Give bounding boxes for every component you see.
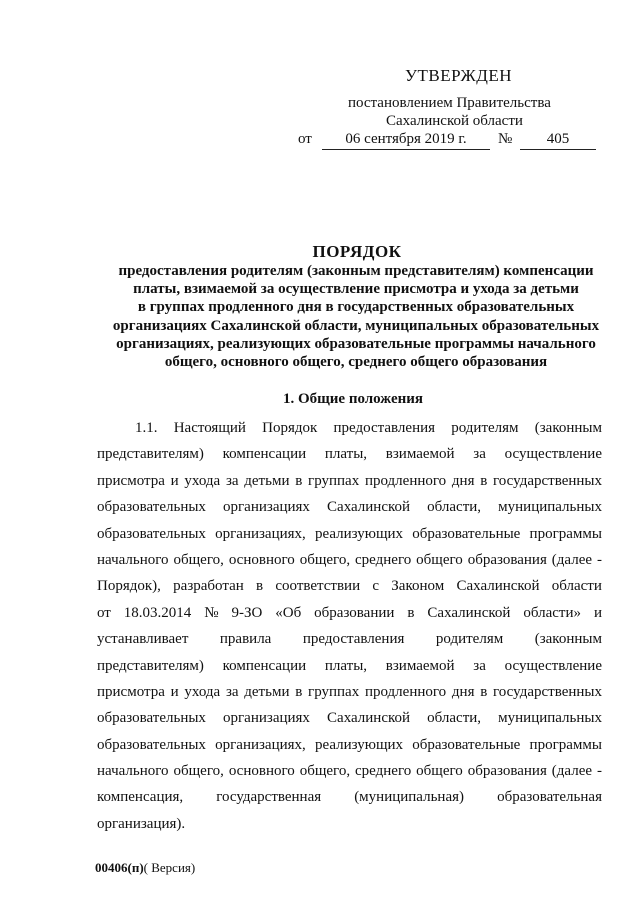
document-subtitle — [98, 262, 614, 371]
paragraph-line: организация). — [97, 815, 186, 832]
document-title: ПОРЯДОК — [312, 242, 402, 261]
subtitle-line: предоставления родителям (законным представителям) компенсации — [118, 263, 594, 279]
paragraph-line: образовательных организациях, реализующих образовательные программы — [97, 736, 602, 753]
approval-date: 06 сентября 2019 г. — [322, 131, 490, 150]
approval-number-label: № — [498, 131, 513, 147]
document-code: 00406(п) — [95, 860, 144, 875]
paragraph-line: начального общего, основного общего, среднего общего образования (далее - — [97, 551, 602, 568]
paragraph-line: образовательных организациях Сахалинской области, муниципальных — [97, 499, 602, 516]
document-version: ( Версия) — [143, 860, 196, 875]
paragraph-line: 1.1. Настоящий Порядок предоставления родителям (законным — [135, 420, 602, 436]
subtitle-line: платы, взимаемой за осуществление присмотра и ухода за детьми — [133, 281, 579, 298]
paragraph-line: Порядок), разработан в соответствии с Законом Сахалинской области — [97, 578, 602, 595]
approval-from-label: от — [298, 131, 312, 147]
paragraph-line: присмотра и ухода за детьми в группах продленного дня в государственных — [97, 683, 602, 700]
approval-date-row — [298, 131, 598, 151]
paragraph-line: присмотра и ухода за детьми в группах продленного дня в государственных — [97, 472, 602, 489]
page-footer — [95, 860, 195, 876]
paragraph-line: представителям) компенсации платы, взимаемой за осуществление — [97, 446, 602, 463]
subtitle-line: организациях Сахалинской области, муниципальных образовательных — [112, 317, 600, 334]
subtitle-line: общего, основного общего, среднего общего образования — [164, 354, 548, 371]
paragraph-line: начального общего, основного общего, среднего общего образования (далее - — [97, 763, 602, 780]
approval-line-1: постановлением Правительства — [348, 95, 551, 111]
approval-line-2: Сахалинской области — [386, 113, 523, 129]
paragraph-line: компенсация, государственная (муниципальная) образовательная — [97, 789, 602, 806]
approval-heading: УТВЕРЖДЕН — [405, 66, 512, 85]
section-title: 1. Общие положения — [282, 391, 424, 407]
paragraph-1-1 — [97, 415, 602, 837]
subtitle-line: в группах продленного дня в государственных образовательных — [137, 299, 575, 316]
paragraph-line: от 18.03.2014 № 9-ЗО «Об образовании в Сахалинской области» и — [97, 604, 602, 621]
paragraph-line: образовательных организациях, реализующих образовательные программы — [97, 525, 602, 542]
approval-number: 405 — [520, 131, 596, 150]
paragraph-line: устанавливает правила предоставления родителям (законным — [97, 631, 602, 648]
paragraph-line: образовательных организациях Сахалинской области, муниципальных — [97, 710, 602, 727]
subtitle-line: организациях, реализующих образовательные программы начального — [116, 335, 596, 352]
paragraph-line: представителям) компенсации платы, взимаемой за осуществление — [97, 657, 602, 674]
